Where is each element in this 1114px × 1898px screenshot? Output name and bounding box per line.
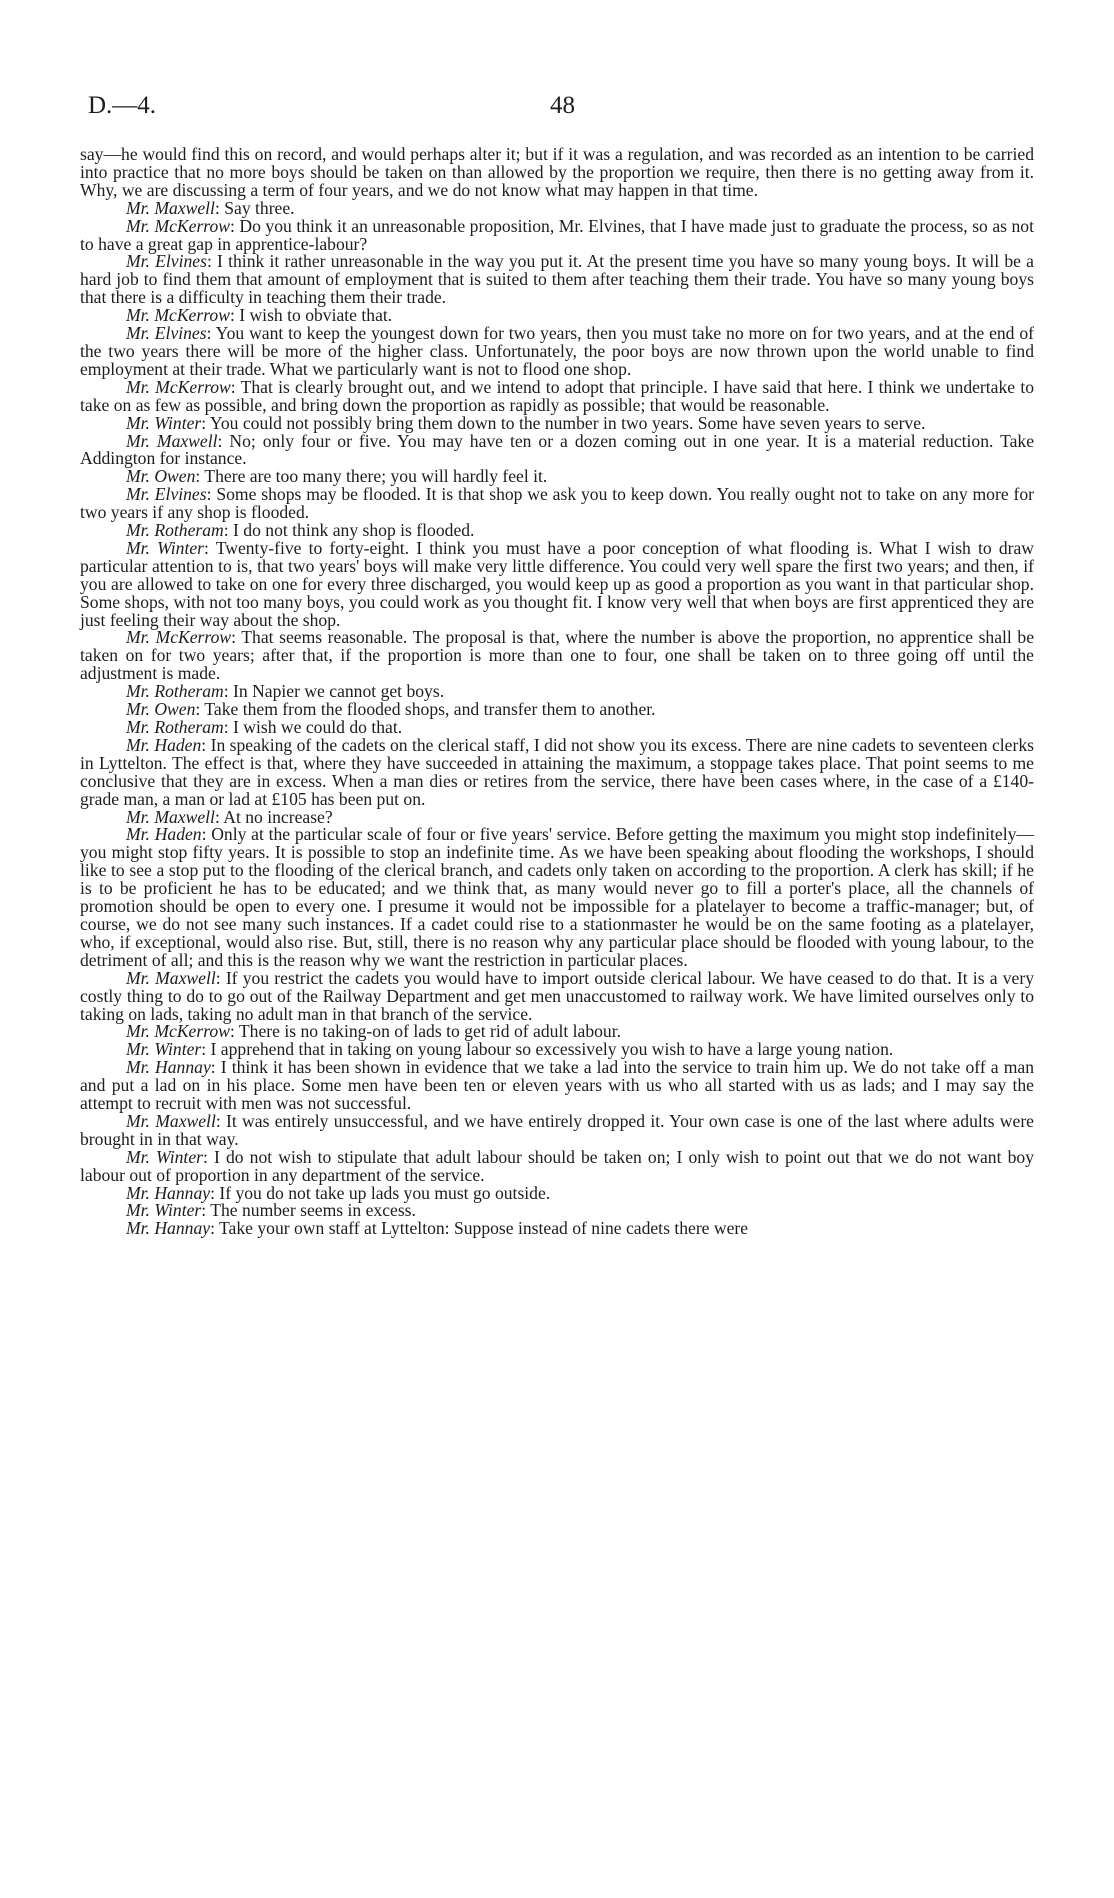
page-number: 48 xyxy=(550,92,575,119)
paragraph-text: : The number seems in excess. xyxy=(201,1200,416,1221)
paragraph-text: : That is clearly brought out, and we intend to adopt that principle. I have said that here. I think we undertake to take on as few as possible, and bring down the proportion as rapidly as possible; that would be reasonable. xyxy=(80,376,1035,415)
paragraph-text: : There is no taking-on of lads to get rid of adult labour. xyxy=(229,1021,621,1042)
paragraph xyxy=(80,376,1035,415)
paragraph-text: : I think it rather unreasonable in the way you put it. At the present time you have so many young boys. It will be a hard job to find them that amount of employment that is suited to them after teaching them their trade. You have so many young boys that there is a difficulty in teaching them their trade. xyxy=(80,251,1034,308)
speaker-name: Mr. Rotheram xyxy=(126,681,224,702)
paragraph-text: : That seems reasonable. The proposal is that, where the number is above the proportion, no apprentice shall be taken on for two years; after that, if the proportion is more than one to four, one shall be taken on to three going off until the adjustment is made. xyxy=(80,627,1034,684)
speaker-name: Mr. Rotheram xyxy=(126,717,224,737)
paragraph-text: : Say three. xyxy=(214,197,295,218)
speaker-name: Mr. Haden xyxy=(126,824,202,845)
document-body xyxy=(80,146,1034,1238)
paragraph-text: : I wish to obviate that. xyxy=(229,305,393,326)
speaker-name: Mr. McKerrow xyxy=(126,376,231,397)
document-reference: D.—4. xyxy=(88,92,157,119)
paragraph-text: : Take them from the flooded shops, and transfer them to another. xyxy=(195,699,656,720)
paragraph xyxy=(80,1110,1034,1149)
paragraph-text: : No; only four or five. You may have ten or a dozen coming out in one year. It is a material reduction. Take Addington for instance. xyxy=(80,430,1034,469)
speaker-name: Mr. Winter xyxy=(126,1146,203,1167)
paragraph xyxy=(80,629,1034,683)
paragraph xyxy=(80,734,1034,809)
paragraph-text: : Only at the particular scale of four or five years' service. Before getting the maximum you might stop indefinitely—you might stop fifty years. It is possible to stop an indefinite time. As we have been speaking about flooding the workshops, I should like to see a stop put to the flooding of the clerical branch, and cadets only taken on according to the proportion. A clerk has skill; if he is to be proficient he has to be educated; and we think that, as many would never go to fill a porter's place, all the channels of promotion should be open to every one. I presume it would not be impossible for a platelayer to become a traffic-manager; but, of course, we do not see many such instances. If a cadet could rise to a stationmaster he would be on the same footing as a platelayer, who, if exceptional, would also rise. But, still, there is no reason why any particular place should be flooded with young labour, to the detriment of all; and this is the reason why we want the restriction in particular places. xyxy=(80,824,1034,970)
speaker-name: Mr. Owen xyxy=(126,466,196,487)
paragraph xyxy=(80,1059,1034,1113)
paragraph-text: : It was entirely unsuccessful, and we have entirely dropped it. Your own case is one of the last where adults were brought in in that way. xyxy=(80,1110,1034,1149)
paragraph xyxy=(80,215,1034,254)
paragraph-text: : I wish we could do that. xyxy=(223,717,403,737)
speaker-name: Mr. Winter xyxy=(126,1200,202,1221)
speaker-name: Mr. Rotheram xyxy=(126,520,224,541)
paragraph-text: : I do not think any shop is flooded. xyxy=(223,520,475,541)
paragraph xyxy=(80,1146,1034,1185)
speaker-name: Mr. Haden xyxy=(126,734,202,755)
paragraph-text: : If you restrict the cadets you would have to import outside clerical labour. We have ceased to do that. It is a very costly thing to do to go out of the Railway Department and get men unaccustomed to railway work. We have limited ourselves only to taking on lads, taking no adult man in that branch of the service. xyxy=(80,967,1034,1024)
speaker-name: Mr. Winter xyxy=(126,1039,202,1060)
paragraph xyxy=(80,1220,1034,1238)
paragraph-text: : In speaking of the cadets on the clerical staff, I did not show you its excess. There are nine cadets to seventeen clerks in Lyttelton. The effect is that, where they have succeeded in attaining the maximum, a stoppage takes place. That point seems to me conclusive that they are in excess. When a man dies or retires from the service, there have been cases where, in the case of a £140-grade man, a man or lad at £105 has been put on. xyxy=(80,734,1034,809)
speaker-name: Mr. Maxwell xyxy=(126,806,215,827)
speaker-name: Mr. Hannay xyxy=(126,1218,211,1239)
speaker-name: Mr. Winter xyxy=(126,412,202,433)
paragraph xyxy=(80,486,1034,522)
speaker-name: Mr. Elvines xyxy=(126,251,207,272)
speaker-name: Mr. McKerrow xyxy=(126,215,231,236)
paragraph xyxy=(80,967,1034,1024)
speaker-name: Mr. Maxwell xyxy=(126,967,216,988)
speaker-name: Mr. McKerrow xyxy=(126,1021,230,1042)
paragraph-text: : Take your own staff at Lyttelton: Suppose instead of nine cadets there were xyxy=(210,1218,749,1239)
paragraph-text: : Do you think it an unreasonable proposition, Mr. Elvines, that I have made just to graduate the process, so as not to have a great gap in apprentice-labour? xyxy=(80,215,1034,254)
paragraph-text: : At no increase? xyxy=(214,806,333,827)
paragraph-text: : I do not wish to stipulate that adult labour should be taken on; I only wish to point out that we do not want boy labour out of proportion in any department of the service. xyxy=(80,1146,1034,1185)
paragraph-text: : There are too many there; you will hardly feel it. xyxy=(195,466,548,487)
speaker-name: Mr. McKerrow xyxy=(126,305,230,326)
speaker-name: Mr. Hannay xyxy=(126,1057,211,1078)
paragraph-text: : You could not possibly bring them down to the number in two years. Some have seven years to serve. xyxy=(201,412,926,433)
paragraph-text: : Some shops may be flooded. It is that shop we ask you to keep down. You really ought not to take on any more for two years if any shop is flooded. xyxy=(80,484,1034,523)
speaker-name: Mr. Maxwell xyxy=(126,197,215,218)
speaker-name: Mr. Owen xyxy=(126,699,196,720)
paragraph-text: : I think it has been shown in evidence that we take a lad into the service to train him up. We do not take off a man and put a lad on in his place. Some men have been ten or eleven years with us who all started with us as lads; and I may say the attempt to recruit with men was not successful. xyxy=(80,1057,1034,1114)
speaker-name: Mr. Elvines xyxy=(126,484,207,505)
page-header xyxy=(88,92,1028,126)
speaker-name: Mr. Maxwell xyxy=(126,430,218,451)
paragraph xyxy=(80,430,1034,469)
paragraph-text: say—he would find this on record, and would perhaps alter it; but if it was a regulation, and was recorded as an intention to be carried into practice that no more boys should be taken on than allowed by the proportion we require, then there is no getting away from it. Why, we are discussing a term of four years, and we do not know what may happen in that time. xyxy=(80,144,1034,200)
paragraph-text: : I apprehend that in taking on young labour so excessively you wish to have a large young nation. xyxy=(201,1039,894,1060)
speaker-name: Mr. McKerrow xyxy=(126,627,232,648)
paragraph-text: : If you do not take up lads you must go outside. xyxy=(210,1182,551,1203)
paragraph-text: : In Napier we cannot get boys. xyxy=(223,681,445,702)
speaker-name: Mr. Elvines xyxy=(126,323,207,344)
speaker-name: Mr. Winter xyxy=(126,537,205,558)
speaker-name: Mr. Maxwell xyxy=(126,1110,216,1131)
paragraph xyxy=(80,253,1034,307)
paragraph-text: : Twenty-five to forty-eight. I think you must have a poor conception of what flooding is. What I wish to draw particular attention to is, that two years' boys will make very little difference. You could very well spare the first two years; and then, if you are allowed to take on one for every three discharged, you would keep up as good a proportion as you want in that particular shop. Some shops, with not too many boys, you could work as you thought fit. I know very well that when boys are first apprenticed they are just feeling their way about the shop. xyxy=(80,537,1034,630)
paragraph xyxy=(80,826,1034,969)
speaker-name: Mr. Hannay xyxy=(126,1182,211,1203)
paragraph xyxy=(80,325,1034,379)
paragraph xyxy=(80,146,1034,200)
paragraph-text: : You want to keep the youngest down for two years, then you must take no more on for two years, and at the end of the two years there will be more of the higher class. Unfortunately, the poor boys are now thrown upon the world unable to find employment at their trade. What we particularly want is not to flood one shop. xyxy=(80,323,1034,379)
paragraph xyxy=(80,537,1034,630)
